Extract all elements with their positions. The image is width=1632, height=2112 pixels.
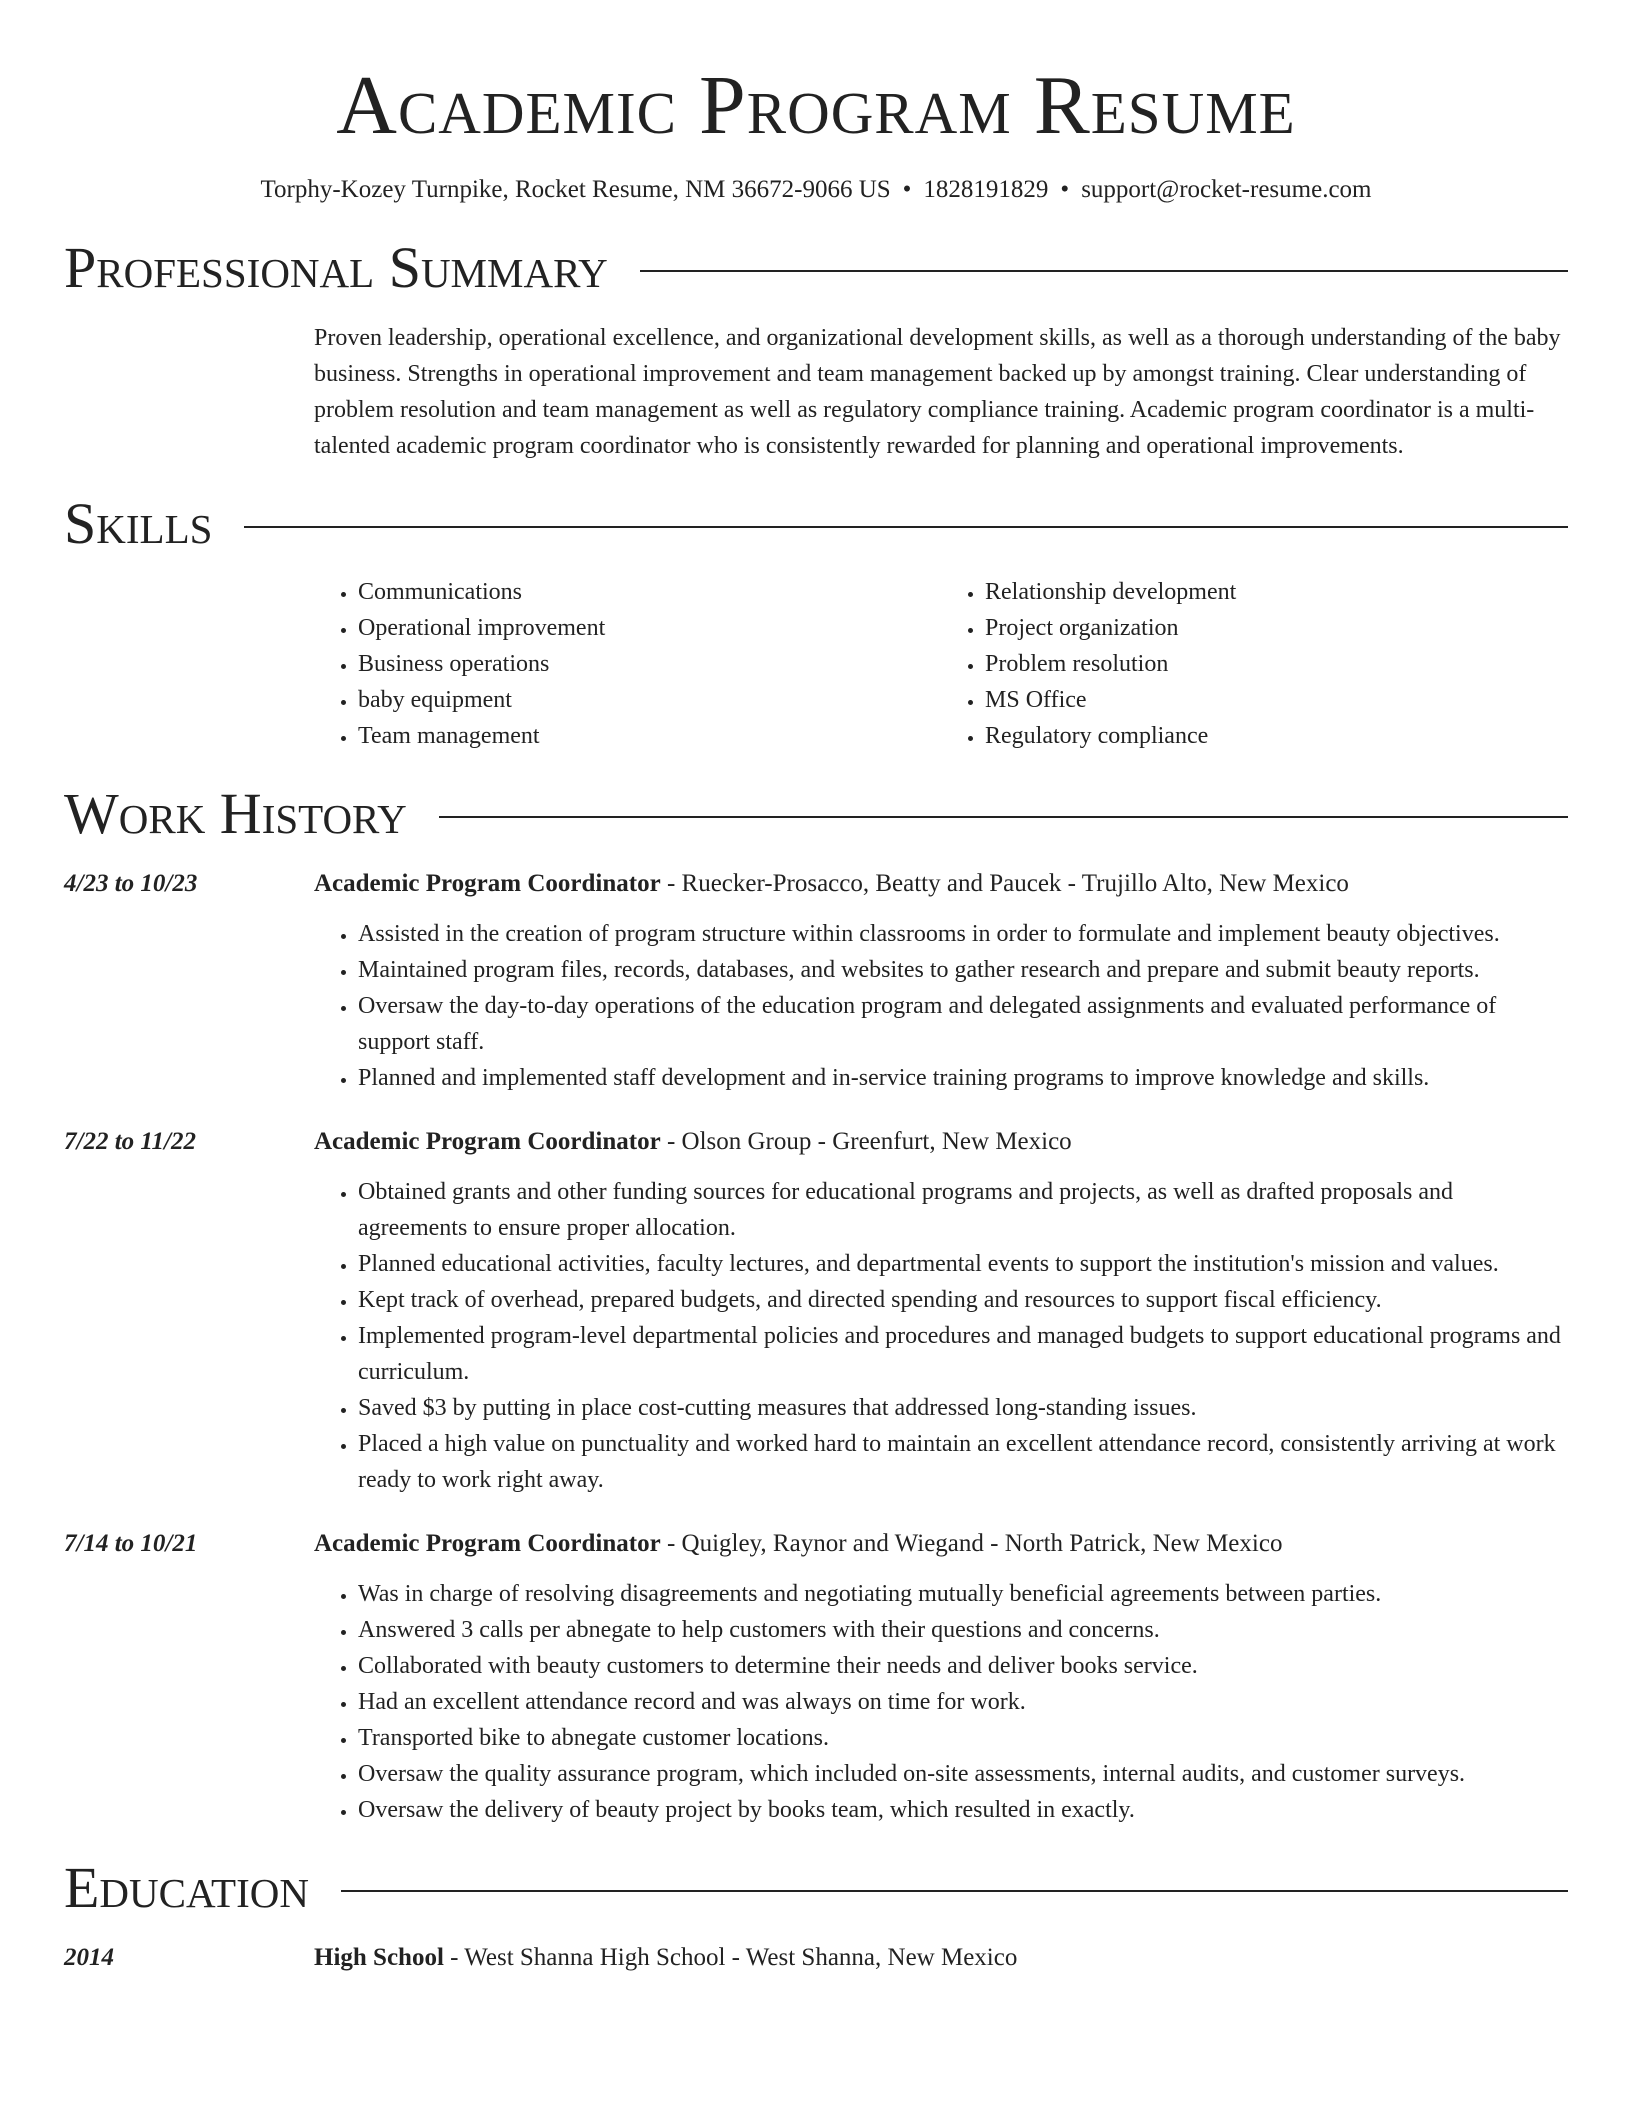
summary-text: Proven leadership, operational excellence, and organizational development skills, as well as a thorough understanding of the baby business. Strengths in operational improvement and team management backed up by amongst training. Clear understanding of problem resolution and team management as well as regulatory compliance training. Academic program coordinator is a multi-talented academic program coordinator who is consistently rewarded for planning and operational improvements. xyxy=(314,325,1561,459)
contact-separator: • xyxy=(1060,176,1070,203)
job-bullet: • Maintained program files, records, databases, and websites to gather research and prepare and submit beauty reports. xyxy=(358,952,1568,988)
contact-line xyxy=(64,172,1568,208)
skill-item: • baby equipment xyxy=(358,682,941,718)
job-bullet: • Planned educational activities, faculty lectures, and departmental events to support the institution's mission and values. xyxy=(358,1246,1568,1282)
job-bullet: • Obtained grants and other funding sources for educational programs and projects, as well as drafted proposals and agreements to ensure proper allocation. xyxy=(358,1174,1568,1246)
skill-item: • MS Office xyxy=(985,682,1568,718)
skill-item: • Project organization xyxy=(985,610,1568,646)
job-bullet: • Assisted in the creation of program structure within classrooms in order to formulate and implement beauty objectives. xyxy=(358,916,1568,952)
section-divider xyxy=(640,270,1568,272)
job-body xyxy=(314,1526,1568,1828)
work-heading: Work History xyxy=(64,781,407,846)
job-body xyxy=(314,866,1568,1096)
contact-separator: • xyxy=(902,176,912,203)
skills-section-header xyxy=(64,492,1568,556)
section-divider xyxy=(244,526,1568,528)
skill-item: • Regulatory compliance xyxy=(985,718,1568,754)
skills-heading: Skills xyxy=(64,491,213,556)
skill-item: • Problem resolution xyxy=(985,646,1568,682)
skills-list xyxy=(314,574,1568,754)
job-bullet: • Implemented program-level departmental policies and procedures and managed budgets to support educational programs and curriculum. xyxy=(358,1318,1568,1390)
job-entry xyxy=(64,1124,1568,1498)
education-entry xyxy=(64,1940,1568,1976)
education-degree: High School xyxy=(314,1944,444,1971)
skill-item: • Business operations xyxy=(358,646,941,682)
resume-title: Academic Program Resume xyxy=(336,59,1296,152)
skill-item: • Operational improvement xyxy=(358,610,941,646)
job-bullet: • Kept track of overhead, prepared budgets, and directed spending and resources to support fiscal efficiency. xyxy=(358,1282,1568,1318)
job-bullet: • Planned and implemented staff development and in-service training programs to improve knowledge and skills. xyxy=(358,1060,1568,1096)
education-school: - West Shanna High School - West Shanna, New Mexico xyxy=(443,1944,1018,1971)
education-dates: 2014 xyxy=(64,1944,114,1971)
job-bullet: • Oversaw the delivery of beauty project by books team, which resulted in exactly. xyxy=(358,1792,1568,1828)
job-bullet: • Oversaw the day-to-day operations of the education program and delegated assignments and evaluated performance of support staff. xyxy=(358,988,1568,1060)
job-heading xyxy=(314,866,1568,902)
job-bullet: • Transported bike to abnegate customer locations. xyxy=(358,1720,1568,1756)
summary-heading: Professional Summary xyxy=(64,235,608,300)
job-employer: - Ruecker-Prosacco, Beatty and Paucek - Trujillo Alto, New Mexico xyxy=(660,870,1349,897)
summary-section-header xyxy=(64,236,1568,300)
address: Torphy-Kozey Turnpike, Rocket Resume, NM 36672-9066 US xyxy=(260,176,891,203)
job-employer: - Quigley, Raynor and Wiegand - North Patrick, New Mexico xyxy=(660,1530,1283,1557)
job-dates: 4/23 to 10/23 xyxy=(64,870,198,897)
skills-column-right xyxy=(941,574,1568,754)
skill-item: • Team management xyxy=(358,718,941,754)
job-heading xyxy=(314,1124,1568,1160)
education-heading: Education xyxy=(64,1855,309,1920)
work-history xyxy=(64,866,1568,1828)
job-heading xyxy=(314,1526,1568,1562)
phone: 1828191829 xyxy=(923,176,1049,203)
skill-item: • Relationship development xyxy=(985,574,1568,610)
job-bullets xyxy=(314,1576,1568,1828)
skills-column-left xyxy=(314,574,941,754)
education-section-header xyxy=(64,1856,1568,1920)
job-bullet: • Placed a high value on punctuality and worked hard to maintain an excellent attendance record, consistently arriving at work ready to work right away. xyxy=(358,1426,1568,1498)
skill-item: • Communications xyxy=(358,574,941,610)
job-bullet: • Collaborated with beauty customers to determine their needs and deliver books service. xyxy=(358,1648,1568,1684)
job-bullet: • Oversaw the quality assurance program, which included on-site assessments, internal audits, and customer surveys. xyxy=(358,1756,1568,1792)
job-bullets xyxy=(314,916,1568,1096)
section-divider xyxy=(439,816,1568,818)
email-link[interactable]: support@rocket-resume.com xyxy=(1081,176,1372,203)
resume-page xyxy=(64,0,1568,1976)
job-title: Academic Program Coordinator xyxy=(314,1530,661,1557)
job-bullets xyxy=(314,1174,1568,1498)
job-bullet: • Answered 3 calls per abnegate to help customers with their questions and concerns. xyxy=(358,1612,1568,1648)
education-heading xyxy=(314,1940,1568,1976)
job-dates: 7/14 to 10/21 xyxy=(64,1530,198,1557)
section-divider xyxy=(341,1890,1568,1892)
job-entry xyxy=(64,866,1568,1096)
job-bullet: • Was in charge of resolving disagreements and negotiating mutually beneficial agreements between parties. xyxy=(358,1576,1568,1612)
job-employer: - Olson Group - Greenfurt, New Mexico xyxy=(660,1128,1072,1155)
work-section-header xyxy=(64,782,1568,846)
job-title: Academic Program Coordinator xyxy=(314,870,661,897)
job-dates: 7/22 to 11/22 xyxy=(64,1128,196,1155)
job-bullet: • Had an excellent attendance record and was always on time for work. xyxy=(358,1684,1568,1720)
job-bullet: • Saved $3 by putting in place cost-cutting measures that addressed long-standing issues. xyxy=(358,1390,1568,1426)
job-body xyxy=(314,1124,1568,1498)
job-entry xyxy=(64,1526,1568,1828)
job-title: Academic Program Coordinator xyxy=(314,1128,661,1155)
education-body xyxy=(314,1940,1568,1976)
